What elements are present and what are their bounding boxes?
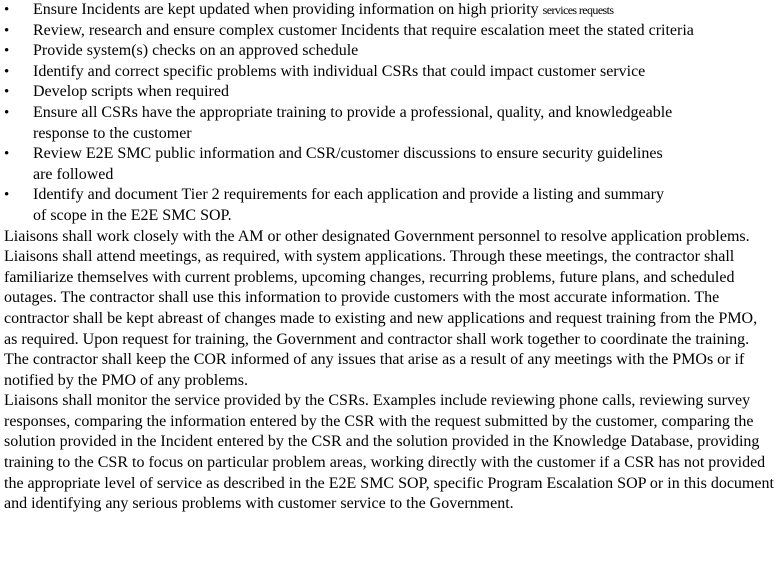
paragraph-liaison-meetings: Liaisons shall work closely with the AM or other designated Government personnel to resolve application problems. Liaisons shall attend meetings, as required, with system applications. Through these meetings, the contractor shall familiarize themselves with current problems, upcoming changes, recurring problems, future plans, and scheduled outages. The contractor shall use this information to provide customers with the most accurate information. The contractor shall be kept abreast of changes made to existing and new applications and request training from the PMO, as required. Upon request for training, the Government and contractor shall work together to coordinate the training. The contractor shall keep the COR informed of any issues that arise as a result of any meetings with the PMOs or if notified by the PMO of any problems. bbox=[4, 227, 758, 389]
list-item bbox=[4, 21, 774, 42]
bullet-icon: • bbox=[4, 84, 10, 101]
bullet-icon: • bbox=[4, 63, 10, 80]
bullet-icon: • bbox=[4, 22, 10, 39]
list-item-text: Develop scripts when required bbox=[33, 83, 229, 101]
list-item bbox=[4, 144, 774, 185]
bullet-icon: • bbox=[4, 2, 10, 18]
list-item bbox=[4, 82, 774, 103]
list-item-text: Review, research and ensure complex customer Incidents that require escalation meet the stated criteria bbox=[33, 21, 694, 39]
list-item-text: Ensure all CSRs have the appropriate training to provide a professional, quality, and knowledgeable response to the customer bbox=[33, 103, 673, 142]
list-item bbox=[4, 103, 774, 144]
bullet-icon: • bbox=[4, 187, 10, 204]
list-item-text: Ensure Incidents are kept updated when providing information on high priority bbox=[33, 1, 543, 18]
paragraph-liaison-monitoring: Liaisons shall monitor the service provided by the CSRs. Examples include reviewing phone calls, reviewing survey responses, comparing the information entered by the CSR with the request submitted by the customer, comparing the solution provided in the Incident entered by the CSR and the solution provided in the Knowledge Database, providing training to the CSR to focus on particular problem areas, working directly with the customer if a CSR has not provided the appropriate level of service as described in the E2E SMC SOP, specific Program Escalation SOP or in this document and identifying any serious problems with customer service to the Government. bbox=[4, 392, 774, 513]
bullet-icon: • bbox=[4, 43, 10, 60]
list-item-text: Identify and document Tier 2 requirements for each application and provide a listing and summary of scope in the E2E SMC SOP. bbox=[33, 186, 664, 224]
list-item-text: Review E2E SMC public information and CSR/customer discussions to ensure security guidelines are followed bbox=[33, 145, 663, 183]
bullet-icon: • bbox=[4, 104, 10, 121]
list-item bbox=[4, 41, 774, 62]
list-item bbox=[4, 62, 774, 83]
list-item bbox=[4, 0, 774, 21]
list-item-text-tail: services requests bbox=[542, 3, 614, 17]
list-item-text: Provide system(s) checks on an approved schedule bbox=[33, 42, 359, 60]
responsibility-list bbox=[4, 0, 774, 227]
bullet-icon: • bbox=[4, 146, 10, 163]
list-item bbox=[4, 185, 774, 226]
list-item-text: Identify and correct specific problems with individual CSRs that could impact customer service bbox=[33, 62, 646, 80]
